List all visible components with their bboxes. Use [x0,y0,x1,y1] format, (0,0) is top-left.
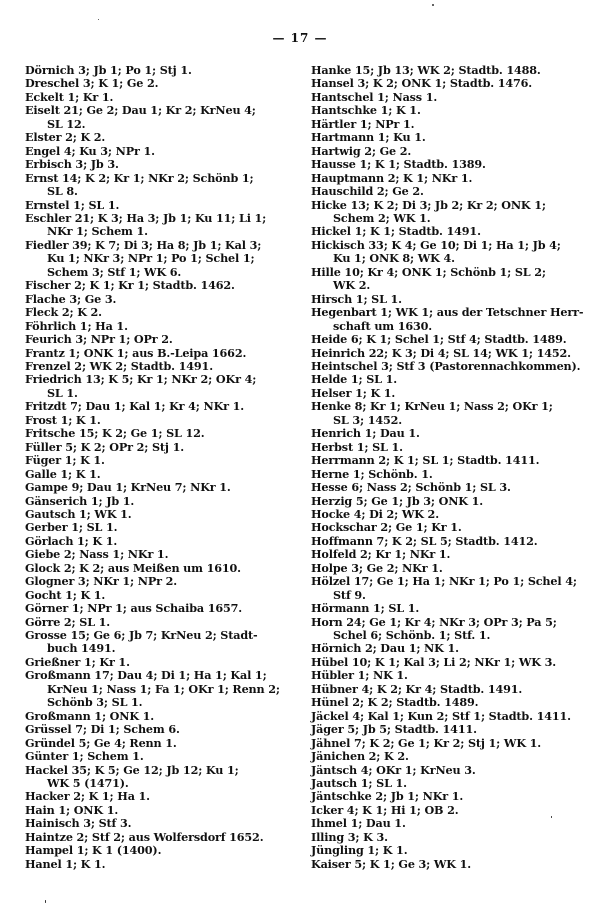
entry-line: Grüssel 7; Di 1; Schem 6. [25,722,180,737]
index-entry [311,642,589,655]
entry-line: Hausse 1; K 1; Stadtb. 1389. [311,157,486,172]
entry-line: Hartmann 1; Ku 1. [311,130,426,145]
index-column-right [311,64,589,871]
entry-line: Jautsch 1; SL 1. [311,776,407,791]
entry-line: Hanel 1; K 1. [25,856,106,871]
entry-line: Hicke 13; K 2; Di 3; Jb 2; Kr 2; ONK 1; [311,197,546,212]
entry-line: Fischer 2; K 1; Kr 1; Stadtb. 1462. [25,278,235,293]
index-entry [25,373,297,400]
index-entry [311,468,589,481]
entry-line: Eschler 21; K 3; Ha 3; Jb 1; Ku 11; Li 1; [25,210,267,225]
index-entry [25,293,297,306]
index-entry [311,373,589,386]
index-entry [25,804,297,817]
entry-line: Hainisch 3; Stf 3. [25,816,132,831]
index-entry [311,454,589,467]
entry-line: Fiedler 39; K 7; Di 3; Ha 8; Jb 1; Kal 3; [25,237,262,252]
index-entry [311,737,589,750]
index-entry [311,239,589,266]
entry-line: Dörnich 3; Jb 1; Po 1; Stj 1. [25,63,192,77]
entry-line: Hickisch 33; K 4; Ge 10; Di 1; Ha 1; Jb 4; [311,237,561,252]
index-entry [311,199,589,226]
scan-speck [98,19,99,20]
index-entry [25,441,297,454]
index-entry [25,750,297,763]
entry-line: Hirsch 1; SL 1. [311,291,402,306]
index-entry [311,91,589,104]
index-entry [25,199,297,212]
entry-line: Fleck 2; K 2. [25,305,102,320]
entry-line: Hantschel 1; Nass 1. [311,89,438,104]
entry-continuation-line: buch 1491. [47,641,116,656]
index-entry [311,481,589,494]
entry-line: Helser 1; K 1. [311,385,396,400]
entry-line: Hickel 1; K 1; Stadtb. 1491. [311,224,481,239]
index-entry [25,468,297,481]
entry-line: Engel 4; Ku 3; NPr 1. [25,143,155,158]
entry-line: Großmann 1; ONK 1. [25,708,155,723]
index-column-left [25,64,297,871]
index-entry [311,683,589,696]
scan-speck [45,900,46,903]
entry-line: Gautsch 1; WK 1. [25,506,132,521]
index-entry [311,521,589,534]
entry-line: Frenzel 2; WK 2; Stadtb. 1491. [25,358,213,373]
entry-line: Herrmann 2; K 1; SL 1; Stadtb. 1411. [311,453,540,468]
index-entry [25,535,297,548]
index-entry [25,790,297,803]
index-entry [311,400,589,427]
index-entry [311,293,589,306]
entry-line: Ihmel 1; Dau 1. [311,816,406,831]
index-entry [25,64,297,77]
entry-line: Giebe 2; Nass 1; NKr 1. [25,547,169,562]
page-number: — 17 — [272,31,328,45]
entry-line: Herne 1; Schönb. 1. [311,466,433,481]
index-entry [25,91,297,104]
index-entry [311,347,589,360]
index-entry [25,858,297,871]
index-entry [25,77,297,90]
index-entry [311,495,589,508]
index-entry [311,333,589,346]
index-entry [25,360,297,373]
entry-continuation-line: Schel 6; Schönb. 1; Stf. 1. [333,628,491,643]
index-entry [311,858,589,871]
entry-line: Hesse 6; Nass 2; Schönb 1; SL 3. [311,480,511,495]
entry-line: Erbisch 3; Jb 3. [25,157,119,172]
index-entry [311,172,589,185]
entry-line: Hauschild 2; Ge 2. [311,184,424,199]
entry-line: Galle 1; K 1. [25,466,101,481]
entry-line: Hübner 4; K 2; Kr 4; Stadtb. 1491. [311,681,523,696]
entry-line: Gerber 1; SL 1. [25,520,118,535]
index-entry [25,817,297,830]
index-entry [25,131,297,144]
entry-continuation-line: WK 2. [333,278,371,293]
entry-line: Frantz 1; ONK 1; aus B.-Leipa 1662. [25,345,247,360]
index-entry [25,145,297,158]
index-entry [311,764,589,777]
entry-line: Hackel 35; K 5; Ge 12; Jb 12; Ku 1; [25,762,239,777]
index-entry [311,158,589,171]
index-entry [311,602,589,615]
entry-line: Füller 5; K 2; OPr 2; Stj 1. [25,439,184,454]
index-entry [25,333,297,346]
entry-line: Grosse 15; Ge 6; Jb 7; KrNeu 2; Stadt- [25,628,258,643]
index-entry [25,521,297,534]
entry-continuation-line: Schönb 3; SL 1. [47,695,143,710]
entry-line: Kaiser 5; K 1; Ge 3; WK 1. [311,856,472,871]
index-entry [311,225,589,238]
index-entry [25,306,297,319]
index-entry [25,347,297,360]
entry-line: Holpe 3; Ge 2; NKr 1. [311,560,443,575]
index-entry [25,172,297,199]
entry-line: Illing 3; K 3. [311,829,388,844]
index-entry [311,104,589,117]
index-entry [311,118,589,131]
entry-line: Hauptmann 2; K 1; NKr 1. [311,170,473,185]
index-entry [25,454,297,467]
entry-line: Günter 1; Schem 1. [25,749,144,764]
entry-line: Friedrich 13; K 5; Kr 1; NKr 2; OKr 4; [25,372,257,387]
index-entry [311,508,589,521]
entry-continuation-line: Stf 9. [333,587,366,602]
entry-line: Horn 24; Ge 1; Kr 4; NKr 3; OPr 3; Pa 5; [311,614,557,629]
entry-continuation-line: Schem 2; WK 1. [333,210,431,225]
entry-line: Görner 1; NPr 1; aus Schaiba 1657. [25,601,242,616]
entry-line: Henrich 1; Dau 1. [311,426,420,441]
entry-line: Fritzdt 7; Dau 1; Kal 1; Kr 4; NKr 1. [25,399,245,414]
entry-line: Herzig 5; Ge 1; Jb 3; ONK 1. [311,493,483,508]
index-entry [311,656,589,669]
entry-line: Hübel 10; K 1; Kal 3; Li 2; NKr 1; WK 3. [311,654,556,669]
entry-continuation-line: Ku 1; ONK 8; WK 4. [333,251,455,266]
entry-line: Jäckel 4; Kal 1; Kun 2; Stf 1; Stadtb. 1411. [311,708,571,723]
entry-line: Hölzel 17; Ge 1; Ha 1; NKr 1; Po 1; Schel 4; [311,574,577,589]
entry-line: Gründel 5; Ge 4; Renn 1. [25,735,177,750]
entry-line: Großmann 17; Dau 4; Di 1; Ha 1; Kal 1; [25,668,267,683]
index-entry [25,764,297,791]
entry-continuation-line: WK 5 (1471). [47,776,129,791]
entry-continuation-line: schaft um 1630. [333,318,433,333]
entry-line: Haintze 2; Stf 2; aus Wolfersdorf 1652. [25,829,264,844]
entry-line: Hörnich 2; Dau 1; NK 1. [311,641,459,656]
entry-continuation-line: SL 8. [47,184,78,199]
entry-line: Jähnel 7; K 2; Ge 1; Kr 2; Stj 1; WK 1. [311,735,542,750]
entry-continuation-line: KrNeu 1; Nass 1; Fa 1; OKr 1; Renn 2; [47,681,280,696]
scan-speck [432,4,434,6]
index-entry [25,414,297,427]
index-entry [311,360,589,373]
index-entry [25,508,297,521]
entry-line: Jäntschke 2; Jb 1; NKr 1. [311,789,464,804]
entry-continuation-line: Ku 1; NKr 3; NPr 1; Po 1; Schel 1; [47,251,255,266]
index-entry [311,750,589,763]
index-entry [311,64,589,77]
entry-line: Hacker 2; K 1; Ha 1. [25,789,150,804]
entry-continuation-line: SL 3; 1452. [333,412,403,427]
entry-line: Eckelt 1; Kr 1. [25,89,114,104]
index-entry [25,723,297,736]
entry-line: Icker 4; K 1; Hi 1; OB 2. [311,802,459,817]
index-entry [25,629,297,656]
index-entry [25,320,297,333]
entry-line: Herbst 1; SL 1. [311,439,403,454]
entry-line: Heintschel 3; Stf 3 (Pastorennachkommen). [311,358,581,373]
index-entry [25,669,297,709]
index-entry [25,575,297,588]
index-entry [311,777,589,790]
entry-line: Hünel 2; K 2; Stadtb. 1489. [311,695,479,710]
entry-line: Jänichen 2; K 2. [311,749,409,764]
entry-line: Glogner 3; NKr 1; NPr 2. [25,574,177,589]
index-entry [25,562,297,575]
index-entry [311,266,589,293]
entry-line: Härtler 1; NPr 1. [311,116,415,131]
index-entry [311,145,589,158]
entry-line: Jäntsch 4; OKr 1; KrNeu 3. [311,762,476,777]
entry-line: Gocht 1; K 1. [25,587,106,602]
index-entry [25,212,297,239]
entry-line: Heide 6; K 1; Schel 1; Stf 4; Stadtb. 1489. [311,332,567,347]
index-entry [25,656,297,669]
index-entry [25,616,297,629]
entry-line: Hockschar 2; Ge 1; Kr 1. [311,520,462,535]
index-entry [311,804,589,817]
entry-line: Gampe 9; Dau 1; KrNeu 7; NKr 1. [25,480,231,495]
entry-line: Jäger 5; Jb 5; Stadtb. 1411. [311,722,477,737]
index-entry [25,737,297,750]
entry-line: Glock 2; K 2; aus Meißen um 1610. [25,560,241,575]
scan-speck [551,816,552,818]
entry-line: Hille 10; Kr 4; ONK 1; Schönb 1; SL 2; [311,264,546,279]
entry-line: Jüngling 1; K 1. [311,843,408,858]
index-entry [311,441,589,454]
index-entry [311,131,589,144]
entry-continuation-line: Schem 3; Stf 1; WK 6. [47,264,182,279]
index-entry [311,387,589,400]
entry-line: Fritsche 15; K 2; Ge 1; SL 12. [25,426,205,441]
index-entry [25,481,297,494]
entry-continuation-line: SL 12. [47,116,86,131]
index-entry [25,400,297,413]
entry-line: Hampel 1; K 1 (1400). [25,843,162,858]
entry-line: Hübler 1; NK 1. [311,668,408,683]
entry-line: Hörmann 1; SL 1. [311,601,420,616]
index-entry [311,562,589,575]
index-entry [25,495,297,508]
index-entry [311,548,589,561]
index-entry [25,602,297,615]
index-entry [311,427,589,440]
entry-line: Görlach 1; K 1. [25,533,118,548]
entry-line: Hocke 4; Di 2; WK 2. [311,506,439,521]
index-entry [311,77,589,90]
index-entry [311,185,589,198]
entry-line: Gänserich 1; Jb 1. [25,493,135,508]
entry-line: Helde 1; SL 1. [311,372,398,387]
index-entry [25,548,297,561]
index-entry [311,669,589,682]
entry-continuation-line: SL 1. [47,385,78,400]
entry-line: Hain 1; ONK 1. [25,802,119,817]
entry-line: Föhrlich 1; Ha 1. [25,318,128,333]
entry-line: Ernstel 1; SL 1. [25,197,120,212]
entry-line: Hansel 3; K 2; ONK 1; Stadtb. 1476. [311,76,533,91]
index-entry [311,696,589,709]
index-entry [25,279,297,292]
entry-line: Ernst 14; K 2; Kr 1; NKr 2; Schönb 1; [25,170,254,185]
index-entry [311,575,589,602]
entry-line: Heinrich 22; K 3; Di 4; SL 14; WK 1; 1452. [311,345,571,360]
entry-line: Hanke 15; Jb 13; WK 2; Stadtb. 1488. [311,63,541,77]
entry-line: Henke 8; Kr 1; KrNeu 1; Nass 2; OKr 1; [311,399,553,414]
entry-line: Hantschke 1; K 1. [311,103,421,118]
entry-line: Hoffmann 7; K 2; SL 5; Stadtb. 1412. [311,533,538,548]
entry-line: Elster 2; K 2. [25,130,106,145]
entry-continuation-line: NKr 1; Schem 1. [47,224,148,239]
index-entry [25,158,297,171]
index-entry [25,239,297,279]
index-entry [311,817,589,830]
entry-line: Eiselt 21; Ge 2; Dau 1; Kr 2; KrNeu 4; [25,103,256,118]
index-entry [311,616,589,643]
entry-line: Feurich 3; NPr 1; OPr 2. [25,332,173,347]
index-entry [25,104,297,131]
index-entry [25,589,297,602]
entry-line: Flache 3; Ge 3. [25,291,117,306]
index-entry [25,844,297,857]
entry-line: Frost 1; K 1. [25,412,101,427]
entry-line: Füger 1; K 1. [25,453,105,468]
index-entry [25,427,297,440]
index-entry [25,831,297,844]
index-entry [25,710,297,723]
index-entry [311,831,589,844]
entry-line: Dreschel 3; K 1; Ge 2. [25,76,159,91]
entry-line: Hegenbart 1; WK 1; aus der Tetschner Herr- [311,305,584,320]
entry-line: Görre 2; SL 1. [25,614,111,629]
index-entry [311,306,589,333]
entry-line: Hartwig 2; Ge 2. [311,143,412,158]
entry-line: Holfeld 2; Kr 1; NKr 1. [311,547,451,562]
index-entry [311,844,589,857]
index-entry [311,535,589,548]
index-entry [311,790,589,803]
entry-line: Grießner 1; Kr 1. [25,654,130,669]
index-entry [311,710,589,723]
index-entry [311,723,589,736]
